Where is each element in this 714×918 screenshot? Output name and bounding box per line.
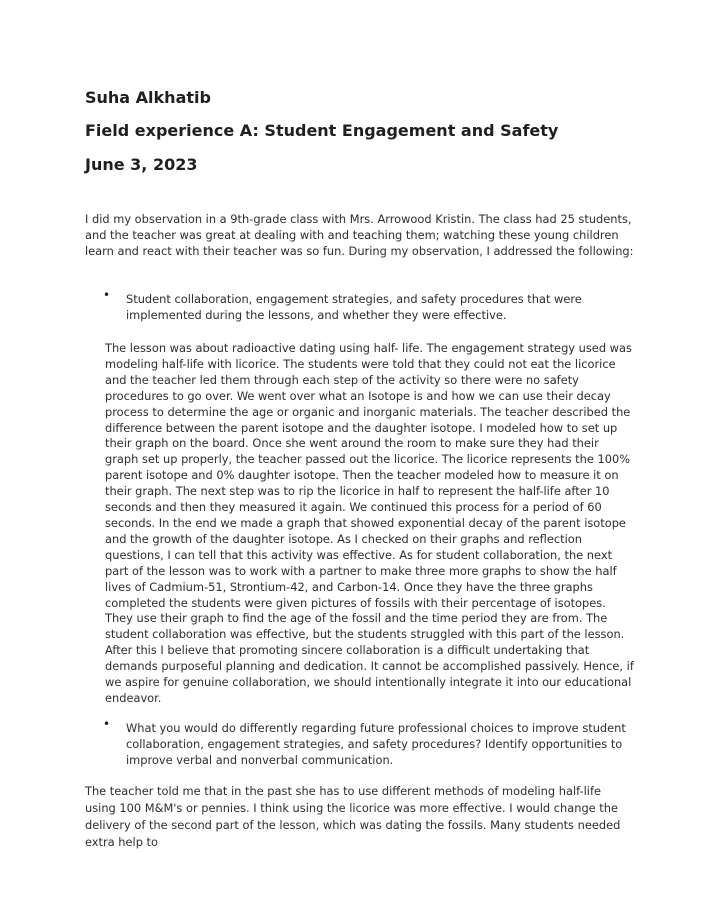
bullet-dot-icon: •	[103, 288, 111, 302]
bullet-item-2: What you would do differently regarding future professional choices to improve student collaboration, engagement strategies, and safety procedures? Identify opportunities to improve verbal and nonverbal communication.	[126, 721, 626, 767]
intro-paragraph: I did my observation in a 9th-grade class with Mrs. Arrowood Kristin. The class had 25 students, and the teacher was great at dealing with and teaching them; watching these young children learn and react with their teacher was so fun. During my observation, I addressed the following:	[85, 212, 634, 258]
author-name: Suha Alkhatib	[85, 88, 211, 107]
bullet-dot-icon: •	[103, 717, 111, 731]
final-paragraph: The teacher told me that in the past she has to use different methods of modeling half-life using 100 M&M's or pennies. I think using the licorice was more effective. I would change the delivery of the second part of the lesson, which was dating the fossils. Many students needed extra help to	[85, 784, 621, 849]
document-date: June 3, 2023	[85, 155, 198, 174]
body-paragraph: The lesson was about radioactive dating using half- life. The engagement strategy used was modeling half-life with licorice. The students were told that they could not eat the licorice and the teacher led them through each step of the activity so there were no safety procedures to go over. We went over what an Isotope is and how we can use their decay process to determine the age or organic and inorganic materials. The teacher described the difference between the parent isotope and the daughter isotope. I modeled how to set up their graph on the board. Once she went around the room to make sure they had their graph set up properly, the teacher passed out the licorice. The licorice represents the 100% parent isotope and 0% daughter isotope. Then the teacher modeled how to measure it on their graph. The next step was to rip the licorice in half to represent the half-life after 10 seconds and then they measured it again. We continued this process for a period of 60 seconds. In the end we made a graph that showed exponential decay of the parent isotope and the growth of the daughter isotope. As I checked on their graphs and reflection questions, I can tell that this activity was effective. As for student collaboration, the next part of the lesson was to work with a partner to make three more graphs to show the half lives of Cadmium-51, Strontium-42, and Carbon-14. Once they have the three graphs completed the students were given pictures of fossils with their percentage of isotopes. They use their graph to find the age of the fossil and the time period they are from. The student collaboration was effective, but the students struggled with this part of the lesson. After this I believe that promoting sincere collaboration is a difficult undertaking that demands purposeful planning and dedication. It cannot be accomplished passively. Hence, if we aspire for genuine collaboration, we should intentionally integrate it into our educational endeavor.	[105, 341, 634, 705]
bullet-item-1: Student collaboration, engagement strategies, and safety procedures that were implemented during the lessons, and whether they were effective.	[126, 292, 582, 322]
document-title: Field experience A: Student Engagement and Safety	[85, 121, 559, 140]
